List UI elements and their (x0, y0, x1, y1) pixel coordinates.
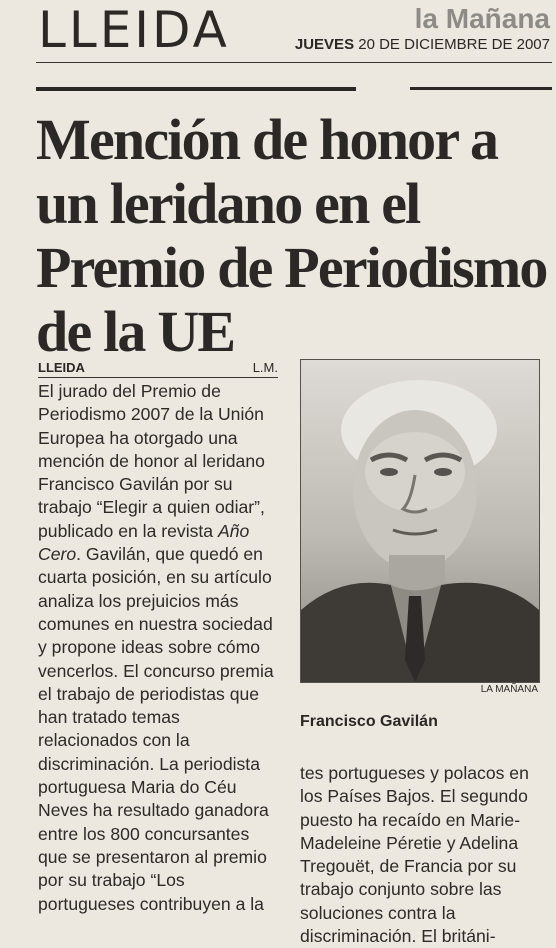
byline (38, 360, 278, 378)
photo-credit: LA MAÑANA (480, 684, 538, 695)
weekday: JUEVES (294, 36, 355, 53)
article-body-right: tes portugueses y polacos en los Países Bajos. El segundo puesto ha recaído en Marie-Madeleine Péretie y Adelina Tregouët, de Francia por su trabajo conjunto sobre las soluciones contra la discriminación. El británi- (300, 763, 529, 947)
article-body-left (38, 378, 278, 916)
byline-location: LLEIDA (38, 360, 85, 375)
body-left-part1: El jurado del Premio de Periodismo 2007 de la Unión Europea ha otorgado una mención de honor al leridano Francisco Gavilán por su trabajo “Elegir a quien odiar”, publicado en la revista (38, 381, 265, 541)
article-headline: Mención de honor a un leridano en el Premio de Periodismo de la UE (36, 107, 547, 364)
body-left-part2: . Gavilán, que quedó en cuarta posición, en su artículo analiza los prejuicios más comunes en nuestra sociedad y propone ideas sobre cómo vencerlos. El concurso premia el trabajo de periodistas que han tratado temas relacionados con la discriminación. La periodista portuguesa Maria do Céu Neves ha resultado ganadora entre los 800 concursantes que se presentaron al premio por su trabajo “Los portugueses contribuyen a la (38, 544, 274, 914)
section-name: LLEIDA (38, 1, 230, 59)
article-column-right (300, 760, 544, 948)
date: 20 DE DICIEMBRE DE 2007 (358, 36, 550, 53)
header-rule (36, 62, 552, 63)
photo-caption: Francisco Gavilán (300, 713, 438, 730)
masthead-logo: la Mañana (414, 3, 550, 34)
headline-rule-left (36, 87, 356, 91)
headline-rule-right (410, 87, 552, 90)
portrait-photo (300, 359, 540, 683)
magazine-name: Año Cero (38, 520, 250, 565)
article-column-left (38, 360, 278, 916)
byline-author: L.M. (252, 360, 278, 375)
date-line (295, 36, 550, 54)
portrait-illustration (301, 360, 539, 682)
